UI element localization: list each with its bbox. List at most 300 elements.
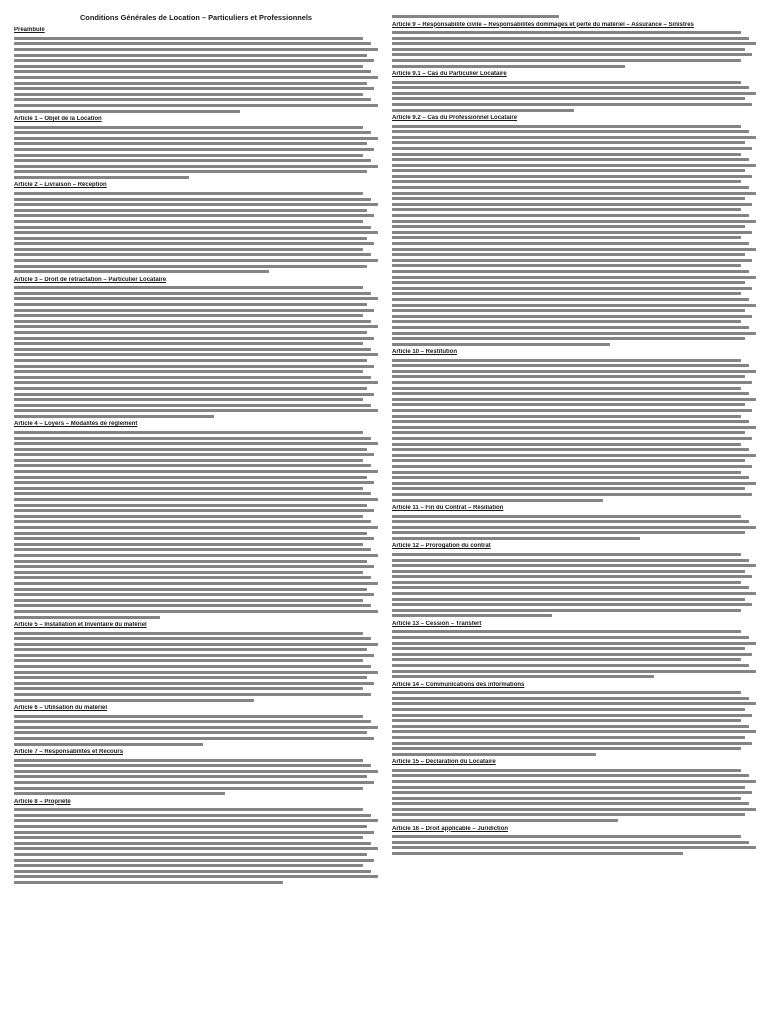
section-text: [14, 759, 378, 796]
text-line: [392, 381, 752, 384]
text-line: [14, 825, 367, 828]
text-line: [392, 147, 752, 150]
text-line: [14, 59, 374, 62]
text-line: [392, 242, 749, 245]
text-line: [14, 286, 363, 289]
text-line: [14, 532, 367, 535]
text-line: [392, 725, 749, 728]
text-line: [14, 448, 367, 451]
text-line: [392, 287, 752, 290]
text-line: [14, 314, 363, 317]
text-line: [392, 65, 625, 68]
text-line: [14, 110, 240, 113]
section-heading-article-9-2: Article 9.2 – Cas du Professionnel Locataire: [392, 115, 518, 122]
text-line: [392, 780, 756, 783]
text-line: [392, 48, 745, 51]
text-line: [392, 482, 756, 485]
text-line: [14, 842, 371, 845]
section-heading-article-11: Article 11 – Fin du Contrat – Résiliation: [392, 505, 504, 512]
text-line: [14, 37, 363, 40]
text-line: [14, 331, 367, 334]
text-line: [14, 348, 371, 351]
text-line: [392, 259, 752, 262]
text-line: [392, 186, 749, 189]
text-line: [392, 747, 741, 750]
text-line: [392, 214, 749, 217]
text-line: [14, 48, 378, 51]
section-heading-article-6: Article 6 – Utilisation du matériel: [14, 705, 108, 712]
text-line: [392, 786, 745, 789]
text-line: [392, 691, 741, 694]
text-line: [392, 403, 745, 406]
text-line: [14, 526, 378, 529]
right-column: [392, 14, 756, 1014]
text-line: [392, 448, 749, 451]
text-line: [392, 370, 756, 373]
section-heading-article-15: Article 15 – Déclaration du Locataire: [392, 759, 496, 766]
text-line: [14, 582, 378, 585]
text-line: [14, 170, 367, 173]
text-line: [14, 126, 363, 129]
text-line: [14, 616, 160, 619]
text-line: [14, 671, 378, 674]
section-text: [14, 808, 378, 884]
text-line: [14, 870, 371, 873]
text-line: [14, 270, 269, 273]
text-line: [14, 859, 374, 862]
text-line: [14, 654, 374, 657]
text-line: [392, 526, 756, 529]
text-line: [14, 515, 363, 518]
text-line: [14, 560, 367, 563]
text-line: [392, 359, 741, 362]
text-line: [14, 359, 367, 362]
section-text: [392, 359, 756, 502]
text-line: [392, 520, 749, 523]
text-line: [392, 702, 756, 705]
section-text: [392, 81, 756, 112]
text-line: [14, 442, 378, 445]
text-line: [392, 180, 741, 183]
text-line: [392, 103, 752, 106]
text-line: [14, 476, 367, 479]
text-line: [392, 614, 552, 617]
text-line: [392, 697, 749, 700]
text-line: [392, 499, 603, 502]
section-heading-preamble: Préambule: [14, 27, 45, 34]
text-line: [392, 192, 756, 195]
text-line: [14, 70, 371, 73]
text-line: [14, 65, 363, 68]
text-line: [14, 637, 371, 640]
section-heading-article-9-1: Article 9.1 – Cas du Particulier Locataire: [392, 71, 507, 78]
text-line: [14, 353, 378, 356]
text-line: [392, 675, 654, 678]
text-line: [392, 231, 752, 234]
left-column: [14, 14, 378, 1014]
text-line: [14, 781, 374, 784]
text-line: [392, 802, 749, 805]
text-line: [392, 493, 752, 496]
text-line: [14, 253, 371, 256]
text-line: [392, 598, 745, 601]
text-line: [14, 576, 371, 579]
text-line: [392, 774, 749, 777]
text-line: [392, 564, 756, 567]
text-line: [392, 835, 741, 838]
text-line: [392, 797, 741, 800]
section-heading-article-12: Article 12 – Prorogation du contrat: [392, 543, 491, 550]
section-text: [392, 31, 756, 68]
section-text: [14, 192, 378, 273]
text-line: [14, 593, 374, 596]
text-line: [392, 642, 756, 645]
text-line: [14, 237, 367, 240]
section-text: [14, 715, 378, 746]
text-line: [14, 303, 367, 306]
text-line: [14, 398, 363, 401]
text-line: [14, 42, 371, 45]
text-line: [14, 226, 371, 229]
text-line: [14, 643, 378, 646]
text-line: [14, 599, 363, 602]
text-line: [392, 647, 745, 650]
text-line: [14, 198, 371, 201]
text-line: [392, 392, 749, 395]
text-line: [14, 259, 378, 262]
text-line: [14, 203, 378, 206]
text-line: [392, 570, 745, 573]
text-line: [14, 104, 378, 107]
text-line: [392, 270, 749, 273]
section-heading-article-3: Article 3 – Droit de rétractation – Particulier Locataire: [14, 276, 167, 283]
text-line: [392, 476, 749, 479]
text-line: [14, 265, 367, 268]
section-heading-article-2: Article 2 – Livraison – Réception: [14, 182, 107, 189]
text-line: [392, 203, 752, 206]
text-line: [392, 125, 741, 128]
text-line: [14, 764, 371, 767]
text-line: [392, 164, 756, 167]
section-text: [392, 835, 756, 855]
section-heading-article-5: Article 5 – Installation et Inventaire du matériel: [14, 622, 147, 628]
text-line: [14, 775, 367, 778]
text-line: [392, 769, 741, 772]
text-line: [14, 176, 189, 179]
text-line: [14, 404, 371, 407]
text-line: [14, 82, 367, 85]
text-line: [14, 325, 378, 328]
text-line: [14, 231, 378, 234]
text-line: [392, 753, 596, 756]
section-heading-article-13: Article 13 – Cession – Transfert: [392, 620, 482, 627]
section-heading-article-9: Article 9 – Responsabilité civile – Responsabilités dommages et perte du matériel – Assurance – Sinistres: [392, 21, 694, 28]
text-line: [392, 309, 745, 312]
section-text: [14, 431, 378, 619]
text-line: [392, 819, 618, 822]
text-line: [14, 537, 374, 540]
text-line: [392, 225, 745, 228]
section-text: [14, 632, 378, 702]
section-heading-article-14: Article 14 – Communications des informations: [392, 681, 525, 688]
text-line: [392, 53, 752, 56]
text-line: [392, 169, 745, 172]
section-text: [392, 553, 756, 618]
text-line: [392, 409, 752, 412]
text-line: [392, 31, 741, 34]
text-line: [14, 726, 378, 729]
text-line: [392, 398, 756, 401]
section-text: [392, 515, 756, 540]
text-line: [14, 87, 374, 90]
text-line: [392, 658, 741, 661]
text-line: [14, 699, 254, 702]
text-line: [14, 393, 374, 396]
text-line: [14, 632, 363, 635]
section-text: [14, 126, 378, 179]
text-line: [14, 737, 374, 740]
section-text: [392, 125, 756, 346]
text-line: [392, 220, 756, 223]
text-line: [392, 153, 741, 156]
text-line: [392, 332, 756, 335]
text-line: [14, 154, 363, 157]
text-line: [392, 846, 756, 849]
text-line: [14, 459, 363, 462]
section-text: [14, 37, 378, 113]
text-line: [14, 853, 367, 856]
text-line: [14, 520, 371, 523]
section-text: [392, 630, 756, 678]
text-line: [14, 715, 363, 718]
text-line: [14, 743, 203, 746]
text-line: [14, 54, 367, 57]
text-line: [392, 465, 752, 468]
text-line: [14, 676, 367, 679]
text-line: [14, 610, 378, 613]
text-line: [392, 364, 749, 367]
text-line: [14, 731, 367, 734]
text-line: [392, 719, 741, 722]
text-line: [392, 141, 745, 144]
text-line: [14, 192, 363, 195]
text-line: [14, 487, 363, 490]
text-line: [392, 304, 756, 307]
text-line: [392, 664, 749, 667]
text-line: [14, 693, 371, 696]
text-line: [14, 320, 371, 323]
text-line: [14, 543, 363, 546]
text-line: [392, 337, 745, 340]
text-line: [14, 836, 363, 839]
text-line: [392, 609, 741, 612]
text-line: [392, 420, 749, 423]
text-line: [392, 454, 756, 457]
text-line: [14, 76, 378, 79]
text-line: [392, 136, 756, 139]
text-line: [14, 464, 371, 467]
text-line: [392, 653, 752, 656]
text-line: [392, 426, 756, 429]
text-line: [392, 736, 745, 739]
text-line: [14, 214, 374, 217]
text-line: [14, 720, 371, 723]
text-line: [14, 498, 378, 501]
text-line: [14, 453, 374, 456]
text-line: [392, 387, 741, 390]
text-line: [392, 630, 741, 633]
text-line: [392, 437, 752, 440]
text-line: [14, 415, 214, 418]
text-line: [14, 792, 225, 795]
text-line: [14, 165, 378, 168]
text-line: [392, 531, 745, 534]
text-line: [14, 814, 371, 817]
text-line: [392, 343, 610, 346]
text-line: [14, 142, 367, 145]
text-line: [392, 130, 749, 133]
document-title: Conditions Générales de Location – Particuliers et Professionnels: [79, 14, 313, 22]
section-heading-article-4: Article 4 – Loyers – Modalités de règlement: [14, 421, 138, 428]
text-line: [14, 808, 363, 811]
text-line: [14, 342, 363, 345]
text-line: [14, 604, 371, 607]
text-line: [392, 326, 749, 329]
text-line: [14, 665, 371, 668]
text-line: [14, 648, 367, 651]
text-line: [14, 381, 378, 384]
text-line: [14, 137, 378, 140]
text-line: [14, 504, 367, 507]
text-line: [392, 813, 745, 816]
text-line: [14, 309, 374, 312]
text-line: [392, 253, 745, 256]
text-line: [392, 276, 756, 279]
text-line: [14, 292, 371, 295]
text-line: [392, 791, 752, 794]
section-heading-article-8: Article 8 – Propriété: [14, 798, 71, 805]
text-line: [392, 375, 745, 378]
text-line: [392, 471, 741, 474]
text-line: [14, 248, 363, 251]
text-line: [392, 208, 741, 211]
section-text: [14, 286, 378, 418]
text-line: [392, 730, 756, 733]
text-line: [14, 881, 283, 884]
text-line: [14, 337, 374, 340]
text-line: [14, 864, 363, 867]
text-line: [392, 808, 756, 811]
text-line: [14, 770, 378, 773]
text-line: [392, 415, 741, 418]
text-line: [392, 603, 752, 606]
text-line: [392, 86, 749, 89]
text-line: [14, 148, 374, 151]
text-line: [392, 852, 683, 855]
text-line: [392, 670, 756, 673]
text-line: [392, 431, 745, 434]
text-line: [392, 575, 752, 578]
text-line: [392, 59, 741, 62]
text-line: [14, 365, 374, 368]
text-line: [392, 714, 752, 717]
text-line: [392, 42, 756, 45]
text-line: [392, 586, 749, 589]
text-line: [392, 320, 741, 323]
text-line: [14, 588, 367, 591]
text-line: [14, 376, 371, 379]
text-line: [14, 470, 378, 473]
text-line: [14, 847, 378, 850]
text-line: [14, 659, 363, 662]
text-line: [14, 242, 374, 245]
text-line: [392, 158, 749, 161]
section-text: [392, 769, 756, 822]
text-line: [392, 315, 752, 318]
text-line: [392, 264, 741, 267]
text-line: [14, 875, 378, 878]
text-line: [14, 98, 371, 101]
text-line: [392, 581, 741, 584]
text-line: [392, 92, 756, 95]
text-line: [392, 15, 559, 18]
section-text: [392, 15, 756, 18]
text-line: [14, 409, 378, 412]
text-line: [392, 197, 745, 200]
text-line: [392, 298, 749, 301]
text-line: [392, 487, 745, 490]
text-line: [392, 841, 749, 844]
text-line: [392, 515, 741, 518]
text-line: [14, 759, 363, 762]
text-line: [14, 437, 371, 440]
text-line: [392, 592, 756, 595]
text-line: [14, 819, 378, 822]
text-line: [392, 636, 749, 639]
text-line: [14, 687, 363, 690]
text-line: [14, 492, 371, 495]
text-line: [392, 37, 749, 40]
text-line: [392, 236, 741, 239]
text-line: [392, 459, 745, 462]
text-line: [14, 571, 363, 574]
section-heading-article-16: Article 16 – Droit applicable – Juridiction: [392, 825, 509, 832]
section-heading-article-10: Article 10 – Restitution: [392, 349, 458, 356]
text-line: [14, 682, 374, 685]
section-heading-article-7: Article 7 – Responsabilités et Recours: [14, 749, 124, 756]
text-line: [392, 175, 752, 178]
text-line: [14, 548, 371, 551]
text-line: [392, 109, 574, 112]
text-line: [392, 537, 640, 540]
text-line: [392, 292, 741, 295]
text-line: [392, 97, 745, 100]
text-line: [392, 81, 741, 84]
text-line: [14, 297, 378, 300]
text-line: [14, 481, 374, 484]
text-line: [14, 431, 363, 434]
text-line: [392, 708, 745, 711]
text-line: [14, 159, 371, 162]
text-line: [392, 559, 749, 562]
text-line: [392, 742, 752, 745]
text-line: [14, 220, 363, 223]
section-text: [392, 691, 756, 756]
text-line: [14, 831, 374, 834]
section-heading-article-1: Article 1 – Objet de la Location: [14, 116, 102, 123]
text-line: [14, 131, 371, 134]
text-line: [14, 554, 378, 557]
